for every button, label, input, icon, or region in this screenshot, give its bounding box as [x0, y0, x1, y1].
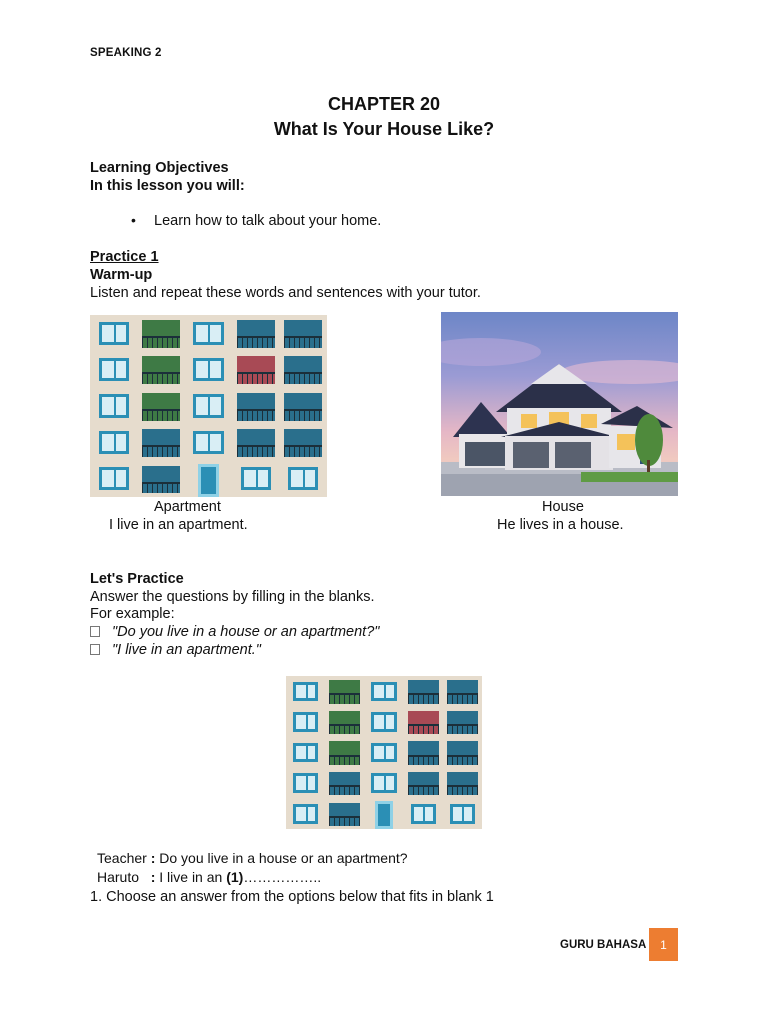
student-colon: : [150, 869, 156, 885]
course-header: SPEAKING 2 [90, 47, 162, 59]
page-number: 1 [649, 928, 678, 961]
house-image [441, 312, 678, 496]
blank-marker: (1) [226, 869, 244, 885]
teacher-name: Teacher [97, 850, 147, 866]
blank-dots: …………….. [243, 869, 322, 885]
example-answer-text: "I live in an apartment." [112, 642, 261, 658]
apartment-building-image [90, 315, 327, 497]
question-1: 1. Choose an answer from the options below that fits in blank 1 [90, 889, 494, 905]
objectives-heading: Learning Objectives [90, 160, 229, 176]
house-sentence: He lives in a house. [497, 517, 624, 533]
dialog-student [97, 869, 321, 885]
teacher-line: Do you live in a house or an apartment? [159, 850, 408, 866]
objective-item: Learn how to talk about your home. [154, 213, 382, 229]
practice1-subheading: Warm-up [90, 267, 153, 283]
bullet-icon: • [131, 212, 136, 228]
apartment-label: Apartment [154, 499, 221, 515]
box-icon [90, 626, 100, 637]
apartment-building-image [286, 676, 482, 829]
objectives-subheading: In this lesson you will: [90, 178, 245, 194]
dialog-teacher [97, 850, 408, 866]
example-label: For example: [90, 606, 175, 622]
chapter-title: What Is Your House Like? [273, 119, 495, 139]
lets-practice-instruction: Answer the questions by filling in the blanks. [90, 589, 375, 605]
box-icon [90, 644, 100, 655]
example-question-text: "Do you live in a house or an apartment?" [112, 624, 380, 640]
student-line: I live in an [159, 869, 223, 885]
practice1-instruction: Listen and repeat these words and sentences with your tutor. [90, 285, 481, 301]
chapter-number: CHAPTER 20 [327, 94, 441, 114]
practice1-heading: Practice 1 [90, 249, 159, 265]
lets-practice-heading: Let's Practice [90, 571, 184, 587]
example-question [90, 623, 379, 641]
example-answer [90, 641, 261, 659]
teacher-colon: : [150, 850, 156, 866]
house-label: House [542, 499, 584, 515]
footer-label: GURU BAHASA [560, 939, 647, 951]
student-name: Haruto [97, 869, 140, 885]
apartment-sentence: I live in an apartment. [109, 517, 248, 533]
